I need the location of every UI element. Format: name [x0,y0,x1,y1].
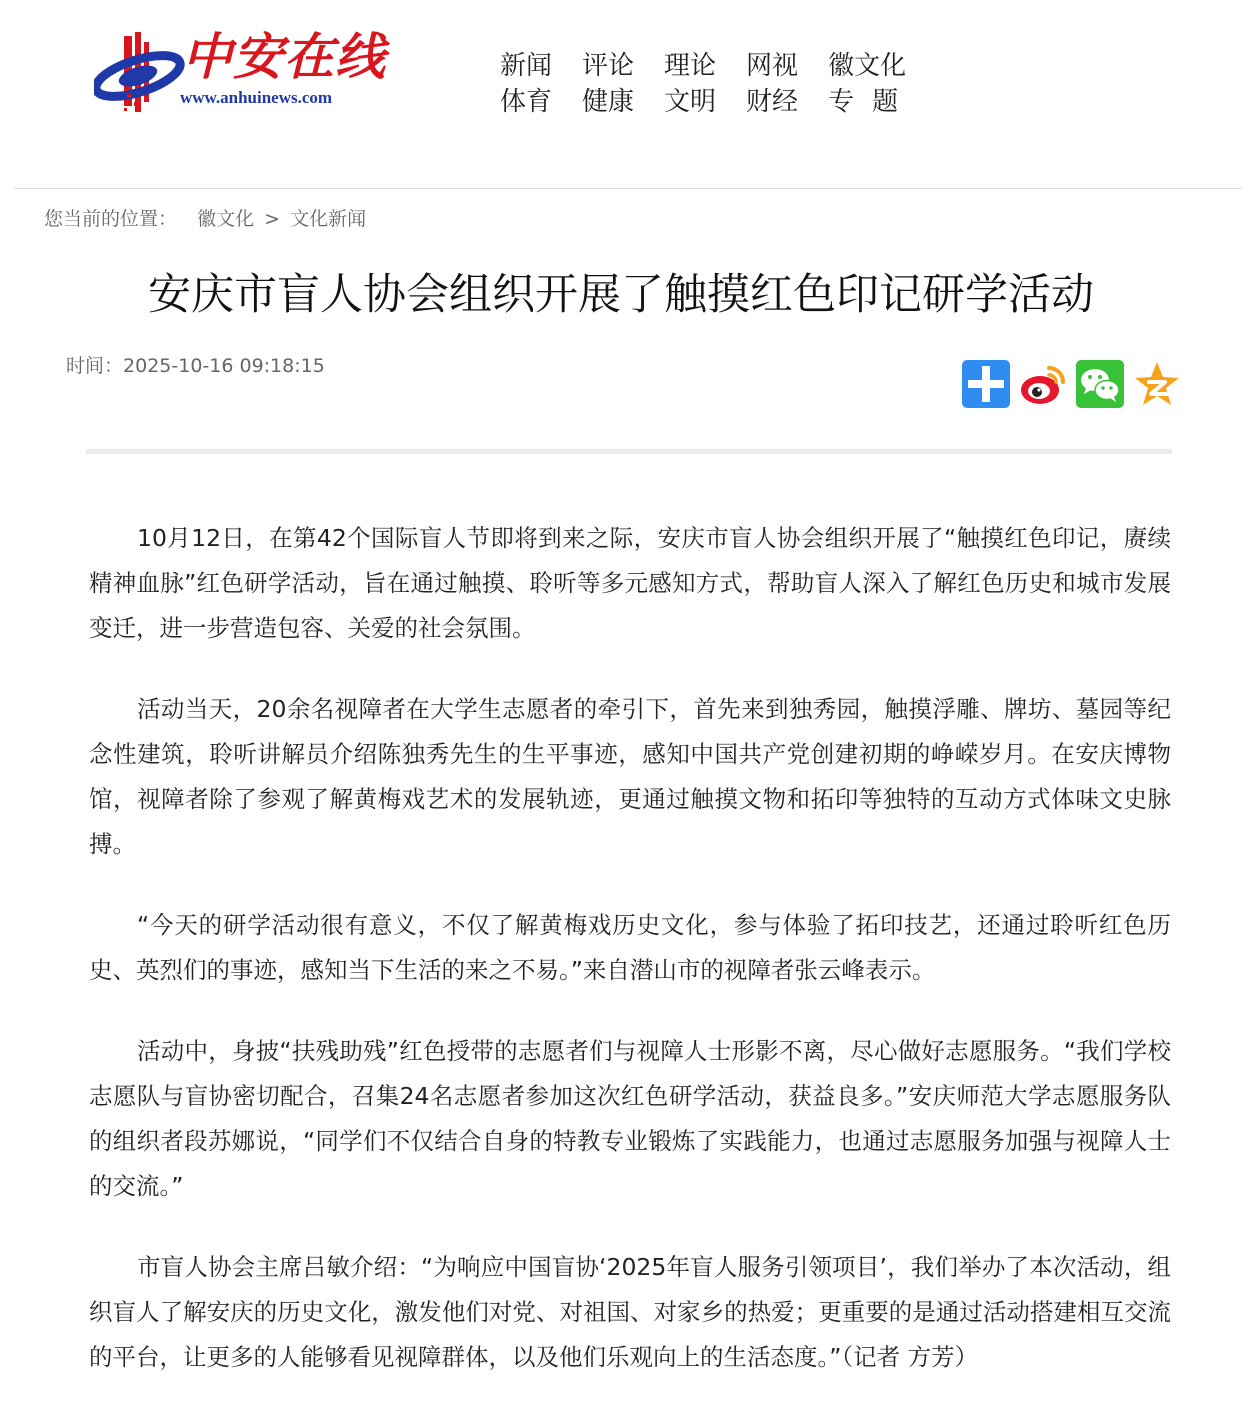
nav-row-1 [500,48,940,84]
publish-time: 2025-10-16 09:18:15 [123,355,325,377]
article-paragraph: 活动当天，20余名视障者在大学生志愿者的牵引下，首先来到独秀园，触摸浮雕、牌坊、墓园等纪念性建筑，聆听讲解员介绍陈独秀先生的生平事迹，感知中国共产党创建初期的峥嵘岁月。在安庆博物馆，视障者除了参观了解黄梅戏艺术的发展轨迹，更通过触摸文物和拓印等独特的互动方式体味文史脉搏。 [89,695,1171,858]
weibo-icon [1019,360,1067,408]
breadcrumb-separator: > [264,208,281,230]
article-paragraph: 活动中，身披“扶残助残”红色授带的志愿者们与视障人士形影不离，尽心做好志愿服务。“我们学校志愿队与盲协密切配合，召集24名志愿者参加这次红色研学活动，获益良多。”安庆师范大学志愿服务队的组织者段苏娜说，“同学们不仅结合自身的特教专业锻炼了实践能力，也通过志愿服务加强与视障人士的交流。” [89,1037,1171,1200]
nav-item-hui-culture[interactable]: 徽文化 [828,51,907,81]
share-toolbar [962,360,1190,408]
title-rule [86,449,1172,454]
nav-item-video[interactable]: 网视 [746,51,799,81]
article-paragraph: “今天的研学活动很有意义，不仅了解黄梅戏历史文化，参与体验了拓印技艺，还通过聆听红色历史、英烈们的事迹，感知当下生活的来之不易。”来自潜山市的视障者张云峰表示。 [89,911,1171,984]
article-paragraph: 10月12日，在第42个国际盲人节即将到来之际，安庆市盲人协会组织开展了“触摸红色印记，赓续精神血脉”红色研学活动，旨在通过触摸、聆听等多元感知方式，帮助盲人深入了解红色历史和城市发展变迁，进一步营造包容、关爱的社会氛围。 [89,524,1171,642]
share-wechat-button[interactable] [1076,360,1124,408]
main-nav [500,48,940,120]
site-header [0,0,1242,189]
nav-item-news[interactable]: 新闻 [500,51,553,81]
site-logo[interactable] [94,24,394,120]
logo-url: www.anhuinews.com [180,88,333,107]
nav-item-civilization[interactable]: 文明 [664,87,717,117]
nav-item-special-topics[interactable]: 专题 [828,87,917,117]
header-divider [14,188,1242,189]
nav-item-comment[interactable]: 评论 [582,51,635,81]
time-label: 时间： [66,355,124,377]
plus-icon [962,360,1010,408]
breadcrumb [44,205,366,233]
nav-row-2 [500,84,940,120]
qzone-icon [1133,360,1181,408]
share-more-button[interactable] [962,360,1010,408]
nav-item-finance[interactable]: 财经 [746,87,799,117]
nav-item-sports[interactable]: 体育 [500,87,553,117]
article-title: 安庆市盲人协会组织开展了触摸红色印记研学活动 [148,270,1094,320]
share-weibo-button[interactable] [1019,360,1067,408]
globe-logo-icon [94,32,190,118]
wechat-icon [1076,360,1124,408]
breadcrumb-item-culture-news[interactable]: 文化新闻 [290,208,367,230]
logo-wordmark: 中安在线 [182,27,386,86]
nav-item-health[interactable]: 健康 [582,87,635,117]
article-content [89,516,1171,1416]
breadcrumb-item-hui-culture[interactable]: 徽文化 [197,208,255,230]
nav-item-theory[interactable]: 理论 [664,51,717,81]
article-paragraph: 市盲人协会主席吕敏介绍：“为响应中国盲协‘2025年盲人服务引领项目’，我们举办了本次活动，组织盲人了解安庆的历史文化，激发他们对党、对祖国、对家乡的热爱；更重要的是通过活动搭建相互交流的平台，让更多的人能够看见视障群体，以及他们乐观向上的生活态度。”（记者 方芳） [89,1253,1171,1371]
share-qzone-button[interactable] [1133,360,1181,408]
breadcrumb-label: 您当前的位置： [44,208,178,230]
article-meta [66,352,325,380]
